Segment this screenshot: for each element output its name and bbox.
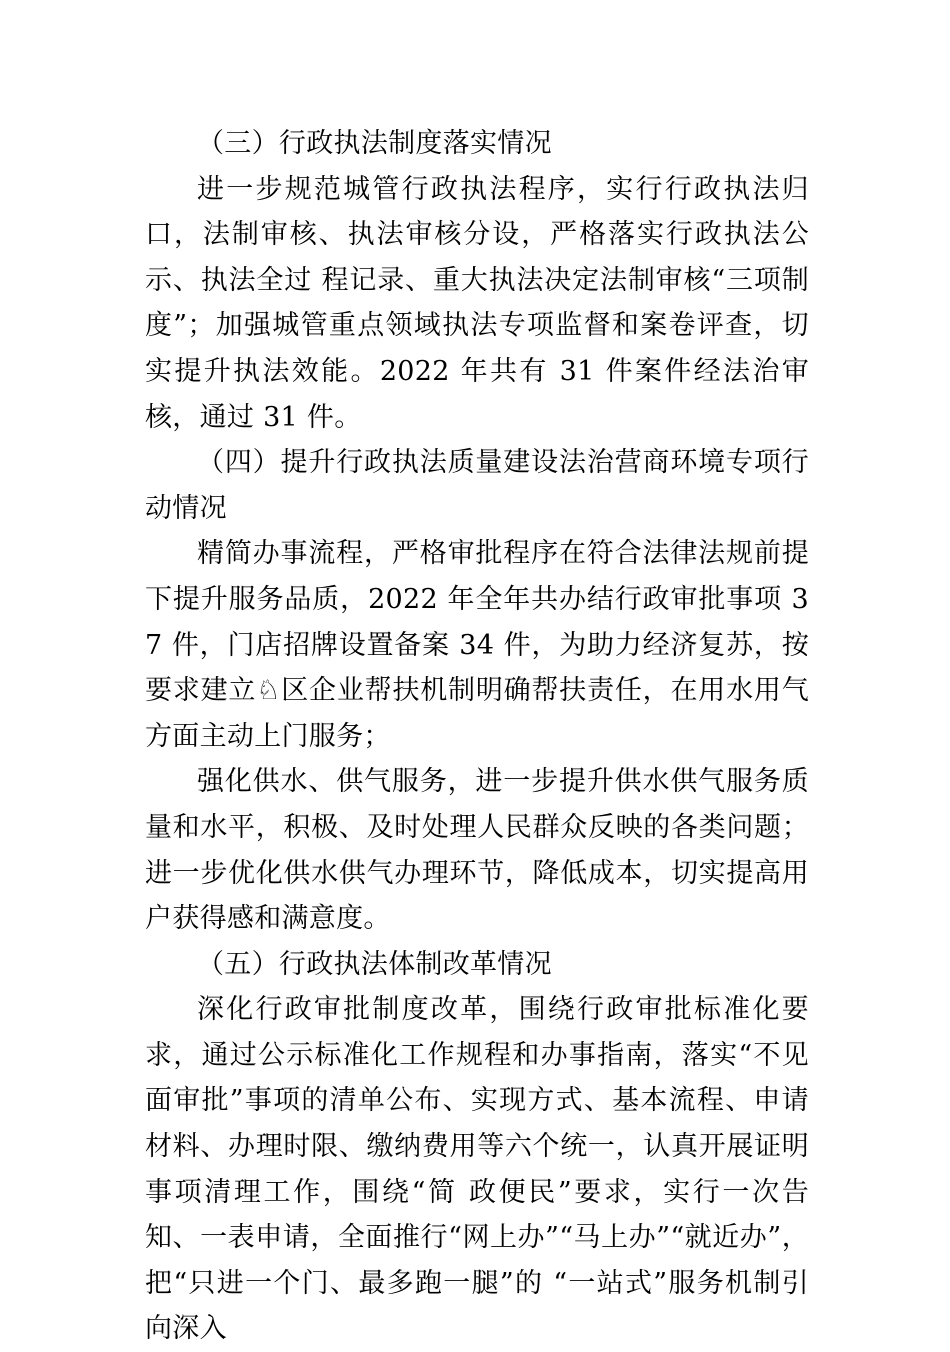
section-heading-3: （三）行政执法制度落实情况 — [197, 128, 552, 159]
paragraph-streamline-process: 精简办事流程，严格审批程序在符合法律法规前提下提升服务品质，2022 年全年共办结行政审批事项 37 件，门店招牌设置备案 34 件，为助力经济复苏，按要求建立♘区企业帮扶机制明确帮扶责任，在用水用气方面主动上门服务； — [145, 538, 809, 752]
section-heading-5: （五）行政执法体制改革情况 — [197, 948, 552, 980]
paragraph-enforcement-procedure: 进一步规范城管行政执法程序，实行行政执法归口，法制审核、执法审核分设，严格落实行政执法公示、执法全过 程记录、重大执法决定法制审核“三项制度”；加强城管重点领域执法专项监督和案卷评查，切实提升执法效能。2022 年共有 31 件案件经法治审核，通过 31 件。 — [145, 173, 809, 433]
document-body — [145, 121, 809, 1352]
paragraph-water-gas-service: 强化供水、供气服务，进一步提升供水供气服务质量和水平，积极、及时处理人民群众反映的各类问题；进一步优化供水供气办理环节，降低成本，切实提高用户获得感和满意度。 — [145, 766, 809, 935]
section-heading-4: （四）提升行政执法质量建设法治营商环境专项行动情况 — [145, 447, 809, 524]
paragraph-approval-reform: 深化行政审批制度改革，围绕行政审批标准化要求，通过公示标准化工作规程和办事指南，落实“不见面审批”事项的清单公布、实现方式、基本流程、申请材料、办理时限、缴纳费用等六个统一，认真开展证明事项清理工作，围绕“简 政便民”要求，实行一次告知、一表申请，全面推行“网上办”“马上办”“就近办”，把“只进一个门、最多跑一腿”的 “一站式”服务机制引向深入 — [145, 994, 809, 1345]
